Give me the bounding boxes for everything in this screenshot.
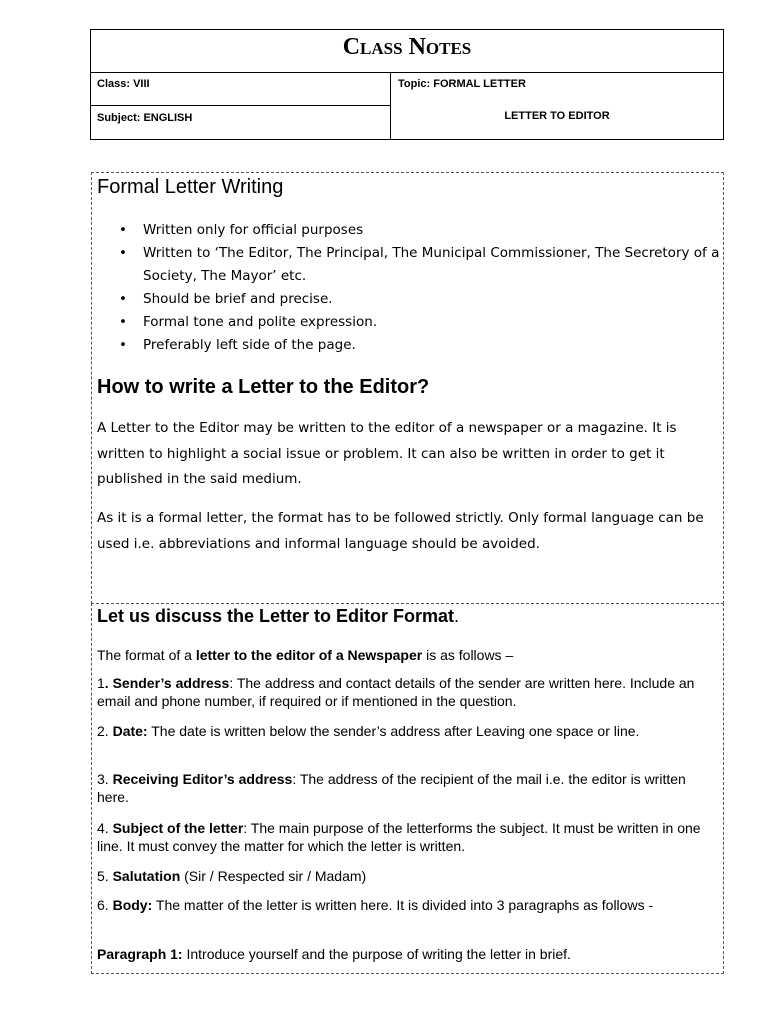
- list-item: • Written to ‘The Editor, The Principal, The Municipal Commissioner, The Secretory of a Society, The Mayor’ etc.: [143, 242, 723, 288]
- item-label: Salutation: [112, 868, 181, 884]
- format-heading-period: .: [454, 606, 460, 626]
- section-heading-how-to: How to write a Letter to the Editor?: [97, 376, 430, 398]
- item-number: 4.: [97, 820, 113, 836]
- item-text: (Sir / Respected sir / Madam): [180, 868, 367, 884]
- list-item: • Written only for official purposes: [143, 219, 723, 242]
- format-item-editors-address: [97, 770, 717, 806]
- item-text: Introduce yourself and the purpose of writing the letter in brief.: [182, 946, 571, 962]
- item-text: The matter of the letter is written here. It is divided into 3 paragraphs as follows -: [152, 897, 654, 913]
- format-heading-text: Let us discuss the Letter to Editor Format: [97, 606, 455, 626]
- item-number: 6.: [97, 897, 113, 913]
- topic-subtitle: LETTER TO EDITOR: [504, 110, 610, 122]
- subject-label: Subject: ENGLISH: [91, 106, 391, 139]
- intro-bold: letter to the editor of a Newspaper: [195, 647, 423, 663]
- item-number: 1: [97, 675, 105, 691]
- format-item-body: [97, 896, 717, 914]
- item-text: The date is written below the sender’s address after Leaving one space or line.: [147, 723, 640, 739]
- item-label: Receiving Editor’s address: [112, 771, 293, 787]
- list-item: • Formal tone and polite expression.: [143, 311, 723, 334]
- class-label: Class: VIII: [91, 73, 391, 106]
- item-label: Paragraph 1:: [97, 946, 183, 962]
- item-label: . Sender’s address: [104, 675, 230, 691]
- item-number: 3.: [97, 771, 113, 787]
- topic-label: Topic: FORMAL LETTER: [398, 78, 526, 90]
- paragraph-format-rule: As it is a formal letter, the format has to be followed strictly. Only formal language can be used i.e. abbreviations and informal language should be avoided.: [97, 510, 704, 552]
- list-item: • Should be brief and precise.: [143, 288, 723, 311]
- format-item-salutation: [97, 867, 717, 885]
- list-item: • Preferably left side of the page.: [143, 334, 723, 357]
- item-label: Subject of the letter: [112, 820, 244, 836]
- item-text: : The address and contact details of the sender are written here. Include an email and phone number, if required or if mentioned in the question.: [97, 675, 695, 709]
- format-item-date: [97, 722, 717, 740]
- format-item-subject: [97, 819, 717, 855]
- item-label: Date:: [112, 723, 148, 739]
- format-item-senders-address: [97, 674, 717, 710]
- item-text: : The main purpose of the letterforms the subject. It must be written in one line. It must convey the matter for which the letter is written.: [97, 820, 701, 854]
- item-number: 2.: [97, 723, 113, 739]
- format-item-paragraph-1: [97, 945, 717, 963]
- intro-text: The format of a: [97, 647, 196, 663]
- section-heading-format: [97, 604, 459, 628]
- bullet-list: [97, 219, 723, 357]
- item-text: : The address of the recipient of the mail i.e. the editor is written here.: [97, 771, 686, 805]
- item-label: Body:: [112, 897, 153, 913]
- header-title: Class Notes: [91, 30, 723, 73]
- section-heading-formal-letter: Formal Letter Writing: [97, 176, 284, 198]
- intro-text-end: is as follows –: [422, 647, 514, 663]
- format-intro: [97, 646, 717, 664]
- paragraph-intro: A Letter to the Editor may be written to the editor of a newspaper or a magazine. It is written to highlight a social issue or problem. It can also be written in order to get it published in the said medium.: [97, 420, 677, 487]
- class-notes-header: [90, 29, 724, 140]
- item-number: 5.: [97, 868, 113, 884]
